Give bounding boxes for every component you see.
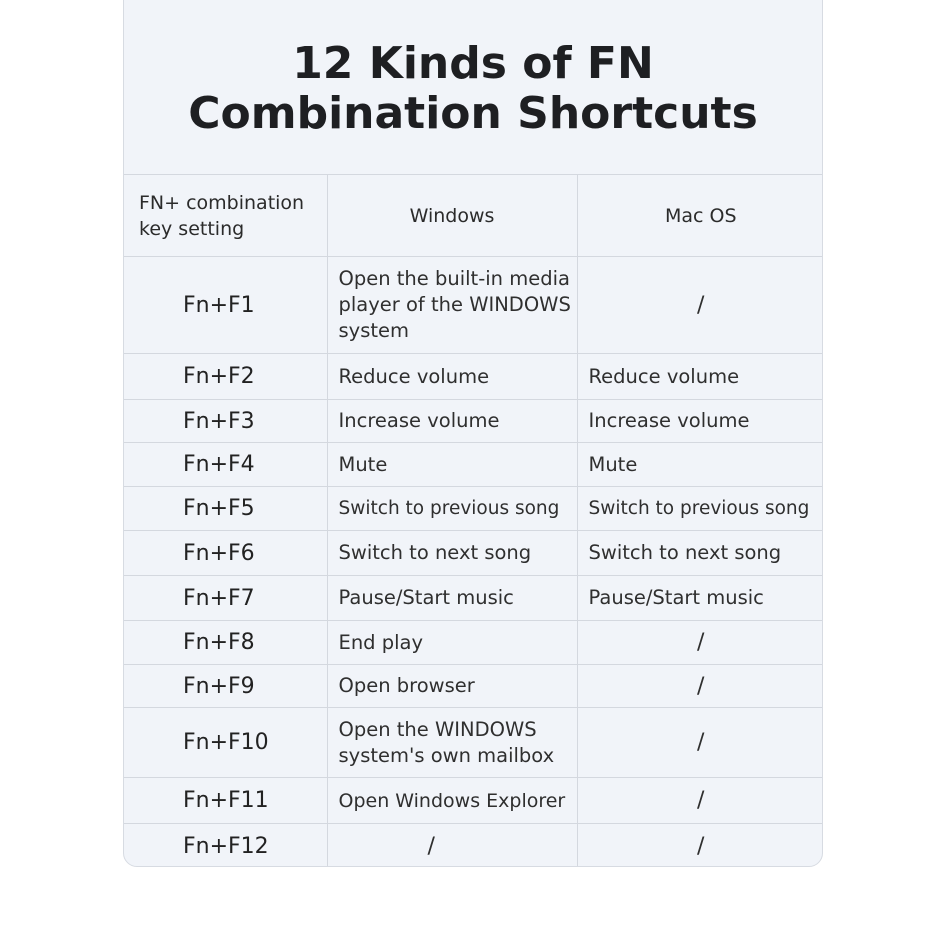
key-cell: Fn+F7 bbox=[124, 576, 327, 621]
windows-cell: End play bbox=[327, 621, 577, 665]
windows-cell: Reduce volume bbox=[327, 354, 577, 400]
mac-cell: Reduce volume bbox=[577, 354, 823, 400]
page-title bbox=[124, 39, 822, 139]
windows-cell: Open the built-in media player of the WINDOWS system bbox=[327, 257, 577, 354]
table-row bbox=[124, 576, 823, 621]
windows-cell: Open the WINDOWS system's own mailbox bbox=[327, 708, 577, 778]
key-cell: Fn+F8 bbox=[124, 621, 327, 665]
key-cell: Fn+F1 bbox=[124, 257, 327, 354]
shortcut-table bbox=[124, 174, 823, 867]
windows-cell: Pause/Start music bbox=[327, 576, 577, 621]
key-cell: Fn+F11 bbox=[124, 778, 327, 824]
windows-cell: / bbox=[327, 824, 577, 868]
table-row bbox=[124, 778, 823, 824]
key-cell: Fn+F10 bbox=[124, 708, 327, 778]
key-cell: Fn+F2 bbox=[124, 354, 327, 400]
key-cell: Fn+F6 bbox=[124, 531, 327, 576]
shortcut-card bbox=[123, 0, 823, 867]
table-row bbox=[124, 400, 823, 443]
mac-cell: / bbox=[577, 708, 823, 778]
windows-cell: Switch to previous song bbox=[327, 487, 577, 531]
table-row bbox=[124, 531, 823, 576]
key-cell: Fn+F12 bbox=[124, 824, 327, 868]
table-row bbox=[124, 443, 823, 487]
table-row bbox=[124, 708, 823, 778]
table-row bbox=[124, 354, 823, 400]
key-cell: Fn+F4 bbox=[124, 443, 327, 487]
key-cell: Fn+F3 bbox=[124, 400, 327, 443]
title-line-1: 12 Kinds of FN bbox=[292, 38, 654, 89]
windows-cell: Increase volume bbox=[327, 400, 577, 443]
mac-cell: / bbox=[577, 778, 823, 824]
header-mac-os: Mac OS bbox=[577, 175, 823, 257]
mac-cell: / bbox=[577, 824, 823, 868]
mac-cell: / bbox=[577, 665, 823, 708]
key-cell: Fn+F5 bbox=[124, 487, 327, 531]
mac-cell: Switch to previous song bbox=[577, 487, 823, 531]
mac-cell: Increase volume bbox=[577, 400, 823, 443]
header-windows: Windows bbox=[327, 175, 577, 257]
table-row bbox=[124, 824, 823, 868]
table-header-row bbox=[124, 175, 823, 257]
table-row bbox=[124, 487, 823, 531]
key-cell: Fn+F9 bbox=[124, 665, 327, 708]
mac-cell: Mute bbox=[577, 443, 823, 487]
table-row bbox=[124, 621, 823, 665]
windows-cell: Open Windows Explorer bbox=[327, 778, 577, 824]
windows-cell: Mute bbox=[327, 443, 577, 487]
table-row bbox=[124, 257, 823, 354]
mac-cell: / bbox=[577, 621, 823, 665]
mac-cell: Switch to next song bbox=[577, 531, 823, 576]
mac-cell: Pause/Start music bbox=[577, 576, 823, 621]
mac-cell: / bbox=[577, 257, 823, 354]
title-line-2: Combination Shortcuts bbox=[188, 88, 758, 139]
header-key-setting: FN+ combination key setting bbox=[124, 175, 327, 257]
table-row bbox=[124, 665, 823, 708]
windows-cell: Switch to next song bbox=[327, 531, 577, 576]
windows-cell: Open browser bbox=[327, 665, 577, 708]
